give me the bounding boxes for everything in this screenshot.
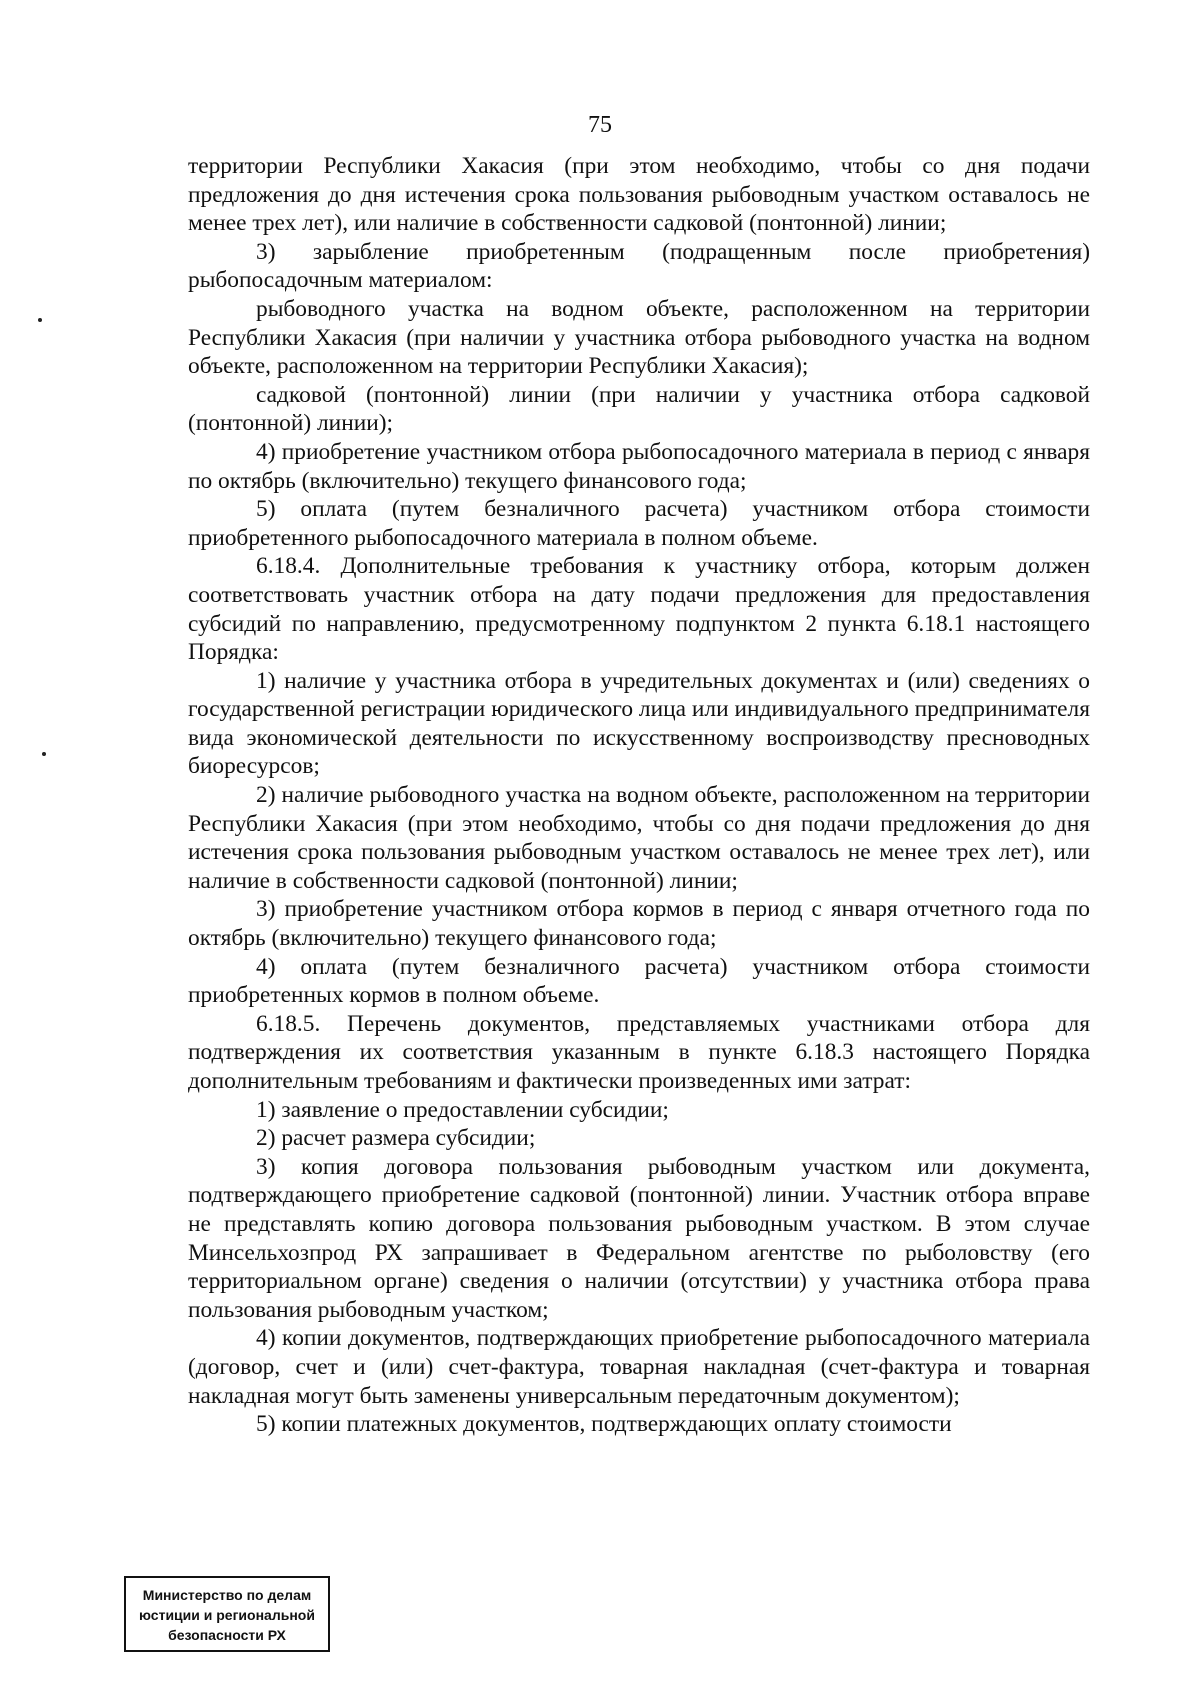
stamp-line: Министерство по делам [142, 1587, 312, 1603]
scan-speck [42, 752, 46, 756]
stamp-line: безопасности РХ [168, 1627, 286, 1643]
paragraph: 3) копия договора пользования рыбоводным участком или документа, подтверждающего приобретение садковой (понтонной) линии. Участник отбора вправе не представлять копию договора пользования рыбоводным участком. В этом случае Минсельхозпрод РХ запрашивает в Федеральном агентстве по рыболовству (его территориальном органе) сведения о наличии (отсутствии) у участника отбора права пользования рыбоводным участком; [188, 1153, 1090, 1323]
paragraph: садковой (понтонной) линии (при наличии у участника отбора садковой (понтонной) линии); [188, 381, 1090, 437]
paragraph: 3) приобретение участником отбора кормов в период с января отчетного года по октябрь (включительно) текущего финансового года; [188, 896, 1090, 952]
paragraph: территории Республики Хакасия (при этом необходимо, чтобы со дня подачи предложения до дня истечения срока пользования рыбоводным участком оставалось не менее трех лет), или наличие в собственности садковой (понтонной) линии; [188, 153, 1090, 237]
ministry-stamp [124, 1576, 330, 1652]
paragraph: 4) оплата (путем безналичного расчета) участником отбора стоимости приобретенных кормов в полном объеме. [188, 953, 1090, 1009]
scan-speck [38, 318, 42, 322]
paragraph: 4) копии документов, подтверждающих приобретение рыбопосадочного материала (договор, счет и (или) счет-фактура, товарная накладная (счет-фактура и товарная накладная могут быть заменены универсальным передаточным документом); [188, 1325, 1090, 1409]
paragraph: 1) наличие у участника отбора в учредительных документах и (или) сведениях о государственной регистрации юридического лица или индивидуального предпринимателя вида экономической деятельности по искусственному воспроизводству пресноводных биоресурсов; [188, 667, 1090, 780]
paragraph: 6.18.4. Дополнительные требования к участнику отбора, которым должен соответствовать участник отбора на дату подачи предложения для предоставления субсидий по направлению, предусмотренному подпунктом 2 пункта 6.18.1 настоящего Порядка: [188, 553, 1090, 666]
document-body [188, 152, 1090, 1439]
paragraph: 6.18.5. Перечень документов, представляемых участниками отбора для подтверждения их соответствия указанным в пункте 6.18.3 настоящего Порядка дополнительным требованиям и фактически произведенных ими затрат: [188, 1010, 1090, 1094]
paragraph: 2) расчет размера субсидии; [256, 1125, 536, 1152]
paragraph: 2) наличие рыбоводного участка на водном объекте, расположенном на территории Республики Хакасия (при этом необходимо, чтобы со дня подачи предложения до дня истечения срока пользования рыбоводным участком оставалось не менее трех лет), или наличие в собственности садковой (понтонной) линии; [188, 782, 1090, 894]
paragraph: 3) зарыбление приобретенным (подращенным после приобретения) рыбопосадочным материалом: [188, 238, 1090, 294]
paragraph: 1) заявление о предоставлении субсидии; [256, 1096, 669, 1123]
page-number: 75 [588, 112, 612, 138]
paragraph: 5) оплата (путем безналичного расчета) участником отбора стоимости приобретенного рыбопосадочного материала в полном объеме. [188, 496, 1090, 551]
paragraph: рыбоводного участка на водном объекте, расположенном на территории Республики Хакасия (при наличии у участника отбора рыбоводного участка на водном объекте, расположенном на территории Республики Хакасия); [188, 295, 1090, 380]
stamp-line: юстиции и региональной [139, 1607, 315, 1623]
paragraph: 5) копии платежных документов, подтверждающих оплату стоимости [256, 1411, 952, 1438]
paragraph: 4) приобретение участником отбора рыбопосадочного материала в период с января по октябрь (включительно) текущего финансового года; [188, 438, 1090, 494]
